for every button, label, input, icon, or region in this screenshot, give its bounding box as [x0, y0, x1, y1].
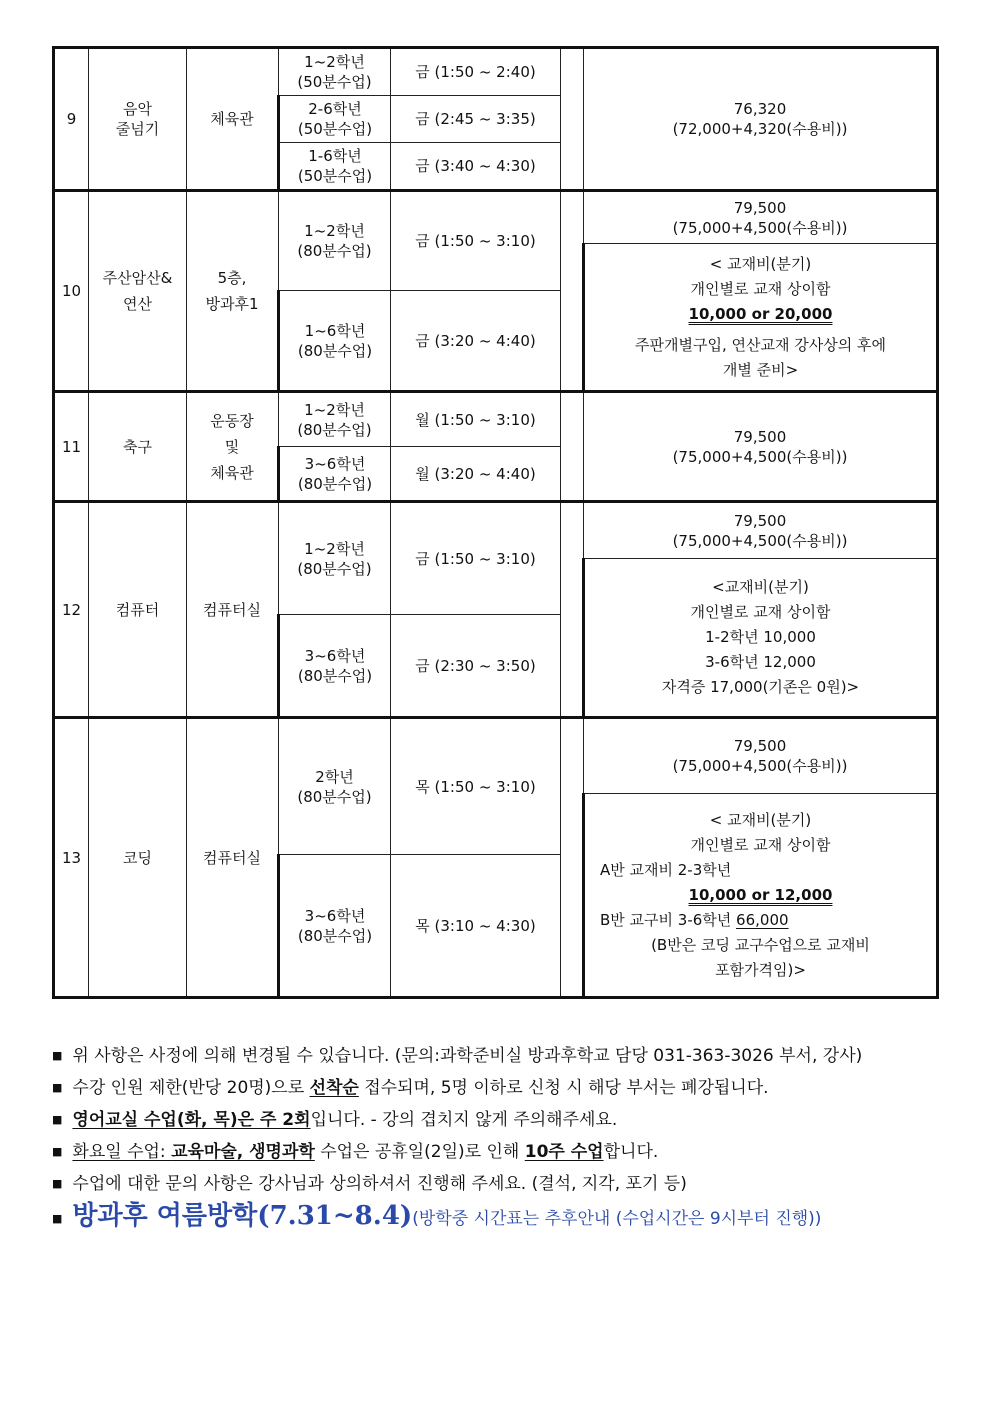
blank-cell [561, 718, 584, 998]
time-cell: 금 (1:50 ~ 3:10) [391, 191, 561, 291]
row-number: 9 [54, 48, 89, 191]
blank-cell [561, 392, 584, 502]
row-10 [54, 191, 938, 392]
row-number: 11 [54, 392, 89, 502]
place-cell: 컴퓨터실 [187, 502, 279, 718]
row-9 [54, 48, 938, 191]
row-number: 12 [54, 502, 89, 718]
row-11 [54, 392, 938, 502]
row-number: 13 [54, 718, 89, 998]
row-12 [54, 502, 938, 718]
place-cell: 5층, 방과후1 [187, 191, 279, 392]
fee-cell: 79,500 (75,000+4,500(수용비)) [584, 392, 938, 502]
blank-cell [561, 48, 584, 191]
subject-cell: 코딩 [89, 718, 187, 998]
time-cell: 월 (1:50 ~ 3:10) [391, 392, 561, 447]
time-cell: 금 (3:40 ~ 4:30) [391, 143, 561, 191]
time-cell: 목 (1:50 ~ 3:10) [391, 718, 561, 855]
fee-cell: 79,500 (75,000+4,500(수용비)) [584, 502, 938, 559]
grade-cell: 1~6학년 (80분수업) [279, 291, 391, 392]
note-item-summer: ■ 방과후 여름방학(7.31~8.4)(방학중 시간표는 추후안내 (수업시간은 9시부터 진행)) [52, 1201, 822, 1231]
time-cell: 금 (2:45 ~ 3:35) [391, 96, 561, 143]
grade-cell: 1-6학년 (50분수업) [279, 143, 391, 191]
note-item: ■ 영어교실 수업(화, 목)은 주 2회입니다. - 강의 겹치지 않게 주의해주세요. [52, 1110, 618, 1130]
place-cell: 운동장 및 체육관 [187, 392, 279, 502]
material-fee-cell: < 교재비(분기) 개인별로 교재 상이함 A반 교재비 2-3학년 10,000 or 12,000 B반 교구비 3-6학년 66,000 (B반은 코딩 교구수업으로 교재비 포함가격임)> [584, 794, 938, 998]
grade-cell: 3~6학년 (80분수업) [279, 447, 391, 502]
grade-cell: 3~6학년 (80분수업) [279, 615, 391, 718]
row-number: 10 [54, 191, 89, 392]
time-cell: 목 (3:10 ~ 4:30) [391, 855, 561, 998]
grade-cell: 1~2학년 (50분수업) [279, 48, 391, 96]
grade-cell: 1~2학년 (80분수업) [279, 502, 391, 615]
fee-cell: 79,500 (75,000+4,500(수용비)) [584, 191, 938, 244]
subject-cell: 축구 [89, 392, 187, 502]
subject-cell: 음악 줄넘기 [89, 48, 187, 191]
grade-cell: 3~6학년 (80분수업) [279, 855, 391, 998]
grade-cell: 2학년 (80분수업) [279, 718, 391, 855]
row-13 [54, 718, 938, 998]
fee-cell: 79,500 (75,000+4,500(수용비)) [584, 718, 938, 794]
blank-cell [561, 502, 584, 718]
subject-cell: 컴퓨터 [89, 502, 187, 718]
time-cell: 월 (3:20 ~ 4:40) [391, 447, 561, 502]
time-cell: 금 (1:50 ~ 3:10) [391, 502, 561, 615]
grade-cell: 1~2학년 (80분수업) [279, 191, 391, 291]
grade-cell: 2-6학년 (50분수업) [279, 96, 391, 143]
note-item: ■ 수업에 대한 문의 사항은 강사님과 상의하셔서 진행해 주세요. (결석, 지각, 포기 등) [52, 1174, 687, 1194]
subject-cell: 주산암산& 연산 [89, 191, 187, 392]
place-cell: 컴퓨터실 [187, 718, 279, 998]
note-item: ■ 화요일 수업: 교육마술, 생명과학 수업은 공휴일(2일)로 인해 10주 수업합니다. [52, 1142, 659, 1162]
fee-cell: 76,320 (72,000+4,320(수용비)) [584, 48, 938, 191]
note-item: ■ 위 사항은 사정에 의해 변경될 수 있습니다. (문의:과학준비실 방과후학교 담당 031-363-3026 부서, 강사) [52, 1046, 863, 1066]
schedule-table [52, 46, 939, 999]
grade-cell: 1~2학년 (80분수업) [279, 392, 391, 447]
time-cell: 금 (1:50 ~ 2:40) [391, 48, 561, 96]
time-cell: 금 (2:30 ~ 3:50) [391, 615, 561, 718]
material-fee-cell: < 교재비(분기) 개인별로 교재 상이함 10,000 or 20,000 주판개별구입, 연산교재 강사상의 후에 개별 준비> [584, 244, 938, 392]
place-cell: 체육관 [187, 48, 279, 191]
material-fee-cell: <교재비(분기) 개인별로 교재 상이함 1-2학년 10,000 3-6학년 12,000 자격증 17,000(기존은 0원)> [584, 559, 938, 718]
time-cell: 금 (3:20 ~ 4:40) [391, 291, 561, 392]
note-item: ■ 수강 인원 제한(반당 20명)으로 선착순 접수되며, 5명 이하로 신청 시 해당 부서는 폐강됩니다. [52, 1078, 769, 1098]
blank-cell [561, 191, 584, 392]
notes-section [52, 1044, 947, 1239]
